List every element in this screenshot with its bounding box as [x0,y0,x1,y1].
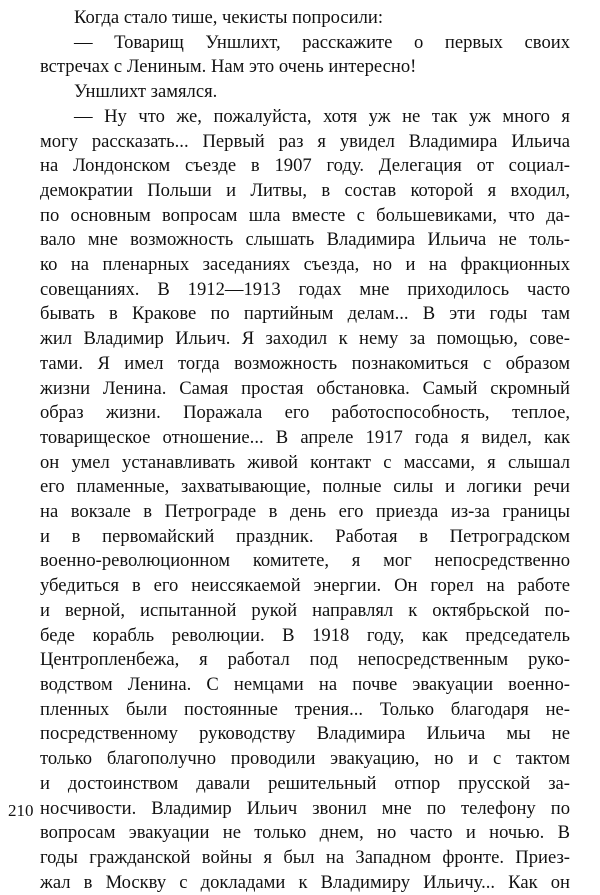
text-line: годы гражданской войны я был на Западном фронте. Приез- [40,846,570,868]
text-line: он умел устанавливать живой контакт с массами, я слышал [40,451,570,473]
text-line: и верной, испытанной рукой направлял к октябрьской по- [40,599,570,621]
text-line: носчивости. Владимир Ильич звонил мне по телефону по [40,797,570,819]
text-line: демократии Польши и Литвы, в состав которой я входил, [40,179,570,201]
text-line: жизни Ленина. Самая простая обстановка. Самый скромный [40,377,570,399]
text-column [40,6,570,895]
paragraph [40,31,570,80]
text-line: ко на пленарных заседаниях съезда, но и на фракционных [40,254,570,276]
paragraph [40,6,570,31]
text-line: бывать в Кракове по партийным делам... В эти годы там [40,303,570,325]
text-line: по основным вопросам шла вместе с большевиками, что да- [40,204,570,226]
text-line: Уншлихт замялся. [74,81,218,103]
text-line: и достоинством давали решительный отпор прусской за- [40,772,570,794]
text-line: Центропленбежа, я работал под непосредственным руко- [40,649,570,671]
text-line: убедиться в его неиссякаемой энергии. Он горел на работе [40,575,570,597]
text-line: пленных были постоянные трения... Только благодаря не- [40,698,570,720]
paragraph [40,80,570,105]
text-line: беде корабль революции. В 1918 году, как председатель [40,624,570,646]
text-line: его пламенные, захватывающие, полные силы и логики речи [40,476,570,498]
text-line: посредственному руководству Владимира Ильича мы не [40,723,570,745]
text-line: могу рассказать... Первый раз я увидел Владимира Ильича [40,130,570,152]
text-line: жил Владимир Ильич. Я заходил к нему за помощью, сове- [40,328,570,350]
page-number: 210 [8,801,34,820]
text-line: жал в Москву с докладами к Владимиру Ильичу... Как он [40,871,570,893]
text-line: тами. Я имел тогда возможность познакомиться с образом [40,352,570,374]
paragraph [40,105,570,895]
text-line: на вокзале в Петрограде в день его приезда из-за границы [40,501,570,523]
text-line: — Товарищ Уншлихт, расскажите о первых своих [74,31,570,53]
text-line: — Ну что же, пожалуйста, хотя уж не так уж много я [74,105,570,127]
text-line: образ жизни. Поражала его работоспособность, теплое, [40,402,570,424]
text-line: Когда стало тише, чекисты попросили: [74,7,383,28]
text-line: вало мне возможность слышать Владимира Ильича не толь- [40,229,570,251]
text-line: только благополучно проводили эвакуацию, но и с тактом [40,748,570,770]
text-line: встречах с Лениным. Нам это очень интересно! [40,56,417,78]
text-line: товарищеское отношение... В апреле 1917 года я видел, как [40,426,570,448]
text-line: совещаниях. В 1912—1913 годах мне приходилось часто [40,278,570,300]
text-line: водством Ленина. С немцами на почве эвакуации военно- [40,673,570,695]
text-line: на Лондонском съезде в 1907 году. Делегация от социал- [40,155,570,177]
text-line: военно-революционном комитете, я мог непосредственно [40,550,570,572]
text-line: вопросам эвакуации не только днем, но часто и ночью. В [40,822,570,844]
text-line: и в первомайский праздник. Работая в Петроградском [40,525,570,547]
